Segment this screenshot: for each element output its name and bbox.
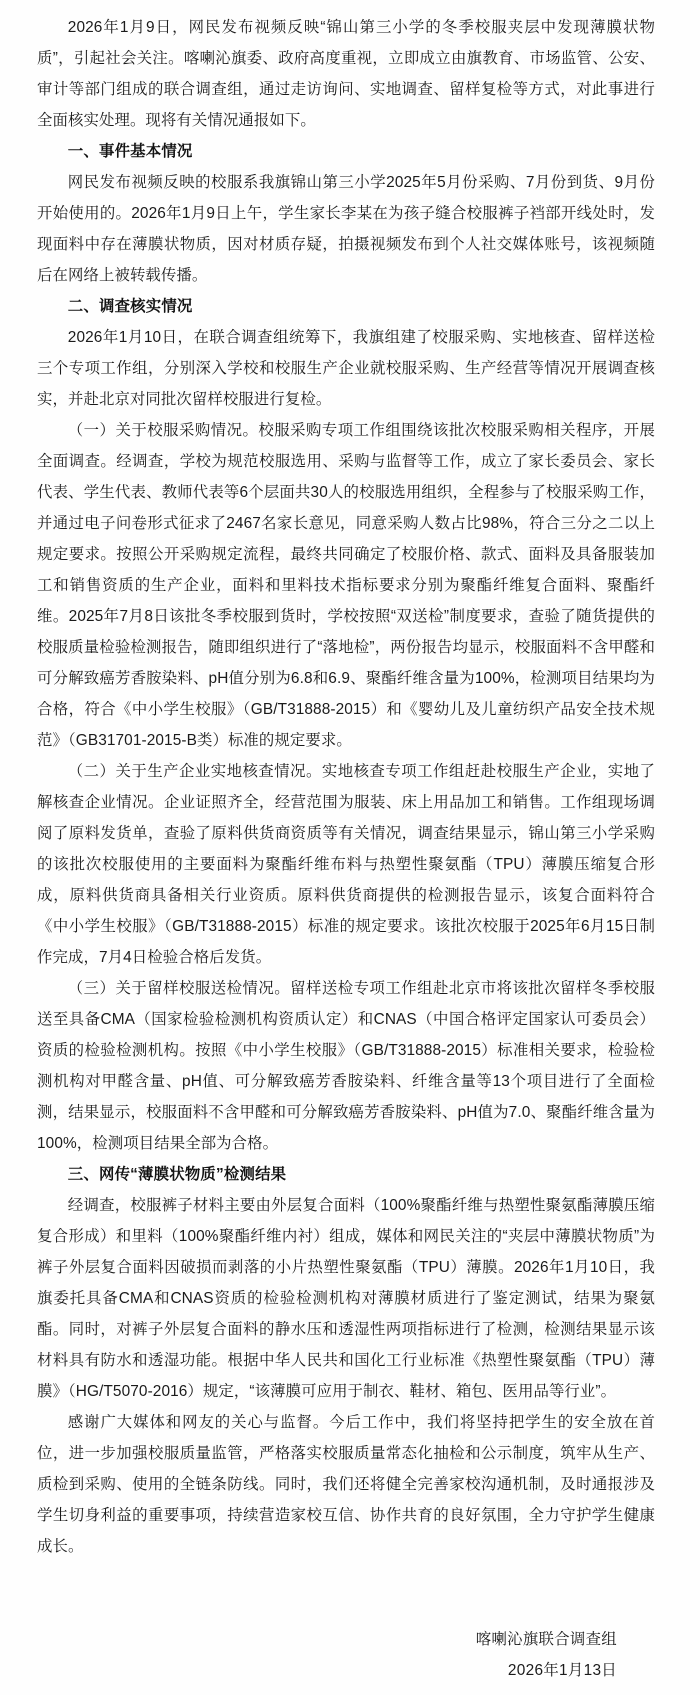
section-1-paragraph: 网民发布视频反映的校服系我旗锦山第三小学2025年5月份采购、7月份到货、9月份开始使用的。2026年1月9日上午，学生家长李某在为孩子缝合校服裤子裆部开线处时，发现面料中存在薄膜状物质，因对材质存疑，拍摄视频发布到个人社交媒体账号，该视频随后在网络上被转载传播。 (37, 174, 655, 284)
signature-block (37, 1624, 655, 1686)
section-2-item-1-paragraph: （一）关于校服采购情况。校服采购专项工作组围绕该批次校服采购相关程序，开展全面调查。经调查，学校为规范校服选用、采购与监督等工作，成立了家长委员会、家长代表、学生代表、教师代表等6个层面共30人的校服选用组织，全程参与了校服采购工作，并通过电子问卷形式征求了2467名家长意见，同意采购人数占比98%，符合三分之二以上规定要求。按照公开采购规定流程，最终共同确定了校服价格、款式、面料及具备服装加工和销售资质的生产企业，面料和里料技术指标要求分别为聚酯纤维复合面料、聚酯纤维。2025年7月8日该批冬季校服到货时，学校按照“双送检”制度要求，查验了随货提供的校服质量检验检测报告，随即组织进行了“落地检”，两份报告均显示，校服面料不含甲醛和可分解致癌芳香胺染料、pH值分别为6.8和6.9、聚酯纤维含量为100%，检测项目结果均为合格，符合《中小学生校服》（GB/T31888-2015）和《婴幼儿及儿童纺织产品安全技术规范》（GB31701-2015-B类）标准的规定要求。 (37, 422, 655, 749)
signature-issuer: 喀喇沁旗联合调查组 (475, 1631, 617, 1648)
heading-section-1: 一、事件基本情况 (67, 143, 193, 160)
section-2-intro-paragraph: 2026年1月10日，在联合调查组统筹下，我旗组建了校服采购、实地核查、留样送检三个专项工作组，分别深入学校和校服生产企业就校服采购、生产经营等情况开展调查核实，并赴北京对同批次留样校服进行复检。 (37, 329, 655, 408)
heading-section-3: 三、网传“薄膜状物质”检测结果 (67, 1166, 287, 1183)
section-2-item-3-paragraph: （三）关于留样校服送检情况。留样送检专项工作组赴北京市将该批次留样冬季校服送至具备CMA（国家检验检测机构资质认定）和CNAS（中国合格评定国家认可委员会）资质的检验检测机构。按照《中小学生校服》（GB/T31888-2015）标准相关要求，检验检测机构对甲醛含量、pH值、可分解致癌芳香胺染料、纤维含量等13个项目进行了全面检测，结果显示，校服面料不含甲醛和可分解致癌芳香胺染料、pH值为7.0、聚酯纤维含量为100%，检测项目结果全部为合格。 (37, 980, 655, 1152)
section-2-item-2-paragraph: （二）关于生产企业实地核查情况。实地核查专项工作组赶赴校服生产企业，实地了解核查企业情况。企业证照齐全，经营范围为服装、床上用品加工和销售。工作组现场调阅了原料发货单，查验了原料供货商资质等有关情况，调查结果显示，锦山第三小学采购的该批次校服使用的主要面料为聚酯纤维布料与热塑性聚氨酯（TPU）薄膜压缩复合形成，原料供货商具备相关行业资质。原料供货商提供的检测报告显示，该复合面料符合《中小学生校服》（GB/T31888-2015）标准的规定要求。该批次校服于2025年6月15日制作完成，7月4日检验合格后发货。 (37, 763, 655, 966)
heading-section-2: 二、调查核实情况 (67, 298, 193, 315)
section-3-paragraph: 经调查，校服裤子材料主要由外层复合面料（100%聚酯纤维与热塑性聚氨酯薄膜压缩复合形成）和里料（100%聚酯纤维内衬）组成，媒体和网民关注的“夹层中薄膜状物质”为裤子外层复合面料因破损而剥落的小片热塑性聚氨酯（TPU）薄膜。2026年1月10日，我旗委托具备CMA和CNAS资质的检验检测机构对薄膜材质进行了鉴定测试，结果为聚氨酯。同时，对裤子外层复合面料的静水压和透湿性两项指标进行了检测，检测结果显示该材料具有防水和透湿功能。根据中华人民共和国化工行业标准《热塑性聚氨酯（TPU）薄膜》（HG/T5070-2016）规定，“该薄膜可应用于制衣、鞋材、箱包、医用品等行业”。 (37, 1197, 655, 1400)
document-body (37, 12, 655, 1686)
intro-paragraph: 2026年1月9日，网民发布视频反映“锦山第三小学的冬季校服夹层中发现薄膜状物质”，引起社会关注。喀喇沁旗委、政府高度重视，立即成立由旗教育、市场监管、公安、审计等部门组成的联合调查组，通过走访询问、实地调查、留样复检等方式，对此事进行全面核实处理。现将有关情况通报如下。 (37, 19, 655, 129)
closing-paragraph: 感谢广大媒体和网友的关心与监督。今后工作中，我们将坚持把学生的安全放在首位，进一步加强校服质量监管，严格落实校服质量常态化抽检和公示制度，筑牢从生产、质检到采购、使用的全链条防线。同时，我们还将健全完善家校沟通机制，及时通报涉及学生切身利益的重要事项，持续营造家校互信、协作共育的良好氛围，全力守护学生健康成长。 (37, 1414, 655, 1555)
signature-date: 2026年1月13日 (507, 1662, 617, 1679)
